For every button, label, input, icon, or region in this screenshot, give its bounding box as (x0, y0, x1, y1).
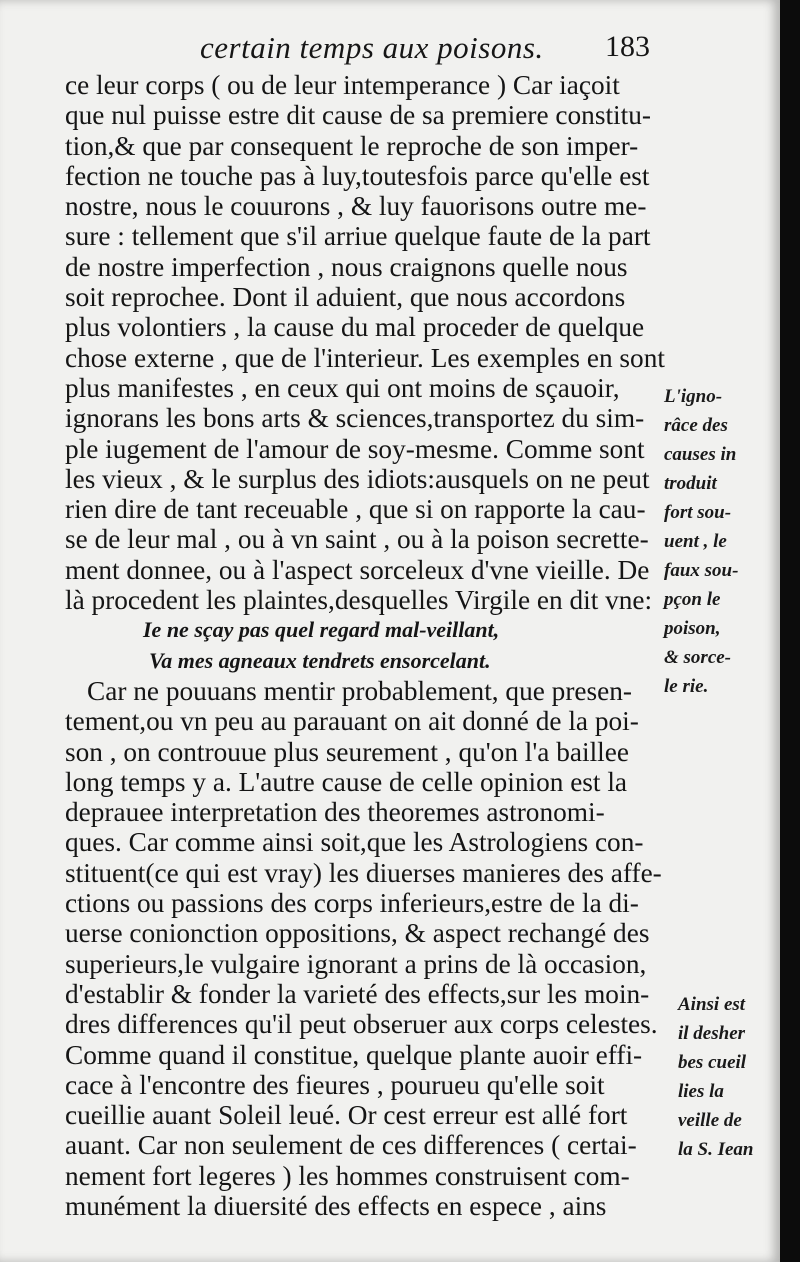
margin-note-line: poison, (664, 618, 721, 639)
text-line: ple iugement de l'amour de soy-mesme. Comme sont (65, 433, 645, 464)
text-line: ment donnee, ou à l'aspect sorceleux d'vne vieille. De (65, 554, 650, 585)
text-line: se de leur mal , ou à vn saint , ou à la poison secrette- (65, 524, 649, 555)
text-line: plus volontiers , la cause du mal proceder de quelque (65, 312, 645, 343)
text-line: que nul puisse estre dit cause de sa premiere constitu- (65, 100, 651, 131)
text-line: nement fort legeres ) les hommes construisent com- (65, 1160, 630, 1191)
margin-note-herbs (678, 990, 754, 1164)
text-line: plus manifestes , en ceux qui ont moins de sçauoir, (65, 372, 620, 403)
page-header (0, 24, 760, 64)
text-line: soit reprochee. Dont il aduient, que nous accordons (65, 282, 626, 313)
page-number: 183 (605, 30, 650, 63)
text-line: rien dire de tant receuable , que si on rapporte la cau- (65, 494, 646, 525)
main-text (65, 70, 665, 1221)
text-line: cace à l'encontre des fieures , pourueu qu'elle soit (65, 1069, 605, 1100)
text-line: son , on controuue plus seurement , qu'on l'a baillee (65, 736, 629, 767)
margin-note-line: L'igno- (664, 386, 723, 407)
text-line: ce leur corps ( ou de leur intemperance ) Car iaçoit (65, 70, 620, 100)
margin-note-line: Ainsi est (678, 994, 746, 1015)
text-line: ques. Car comme ainsi soit,que les Astrologiens con- (65, 827, 644, 858)
text-line: là procedent les plaintes,desquelles Virgile en dit vne: (65, 585, 653, 616)
margin-note-line: veille de (678, 1110, 742, 1131)
text-line: Car ne pouuans mentir probablement, que presen- (87, 675, 633, 706)
text-line: long temps y a. L'autre cause de celle opinion est la (65, 766, 628, 797)
margin-note-line: la S. Iean (678, 1139, 754, 1160)
margin-note-line: pçon le (664, 589, 721, 610)
text-line: tement,ou vn peu au parauant on ait donné de la poi- (65, 706, 639, 737)
margin-note-line: faux sou- (664, 560, 739, 581)
margin-note-line: il desher (678, 1023, 746, 1044)
text-line: ignorans les bons arts & sciences,transportez du sim- (65, 403, 645, 434)
running-title: certain temps aux poisons. (200, 30, 544, 65)
text-line: uerse conionction oppositions, & aspect rechangé des (65, 918, 650, 949)
margin-note-ignorance (664, 382, 738, 701)
text-line: chose externe , que de l'interieur. Les exemples en sont (65, 342, 665, 373)
text-line: Comme quand il constitue, quelque plante auoir effi- (65, 1039, 643, 1070)
text-line: nostre, nous le couurons , & luy fauorisons outre me- (65, 191, 647, 222)
margin-note-line: fort sou- (664, 502, 732, 523)
margin-note-line: râce des (664, 415, 728, 436)
text-line: de nostre imperfection , nous craignons quelle nous (65, 251, 628, 282)
text-line: sure : tellement que s'il arriue quelque faute de la part (65, 221, 651, 252)
margin-note-line: uent , le (664, 531, 727, 552)
text-line: munément la diuersité des effects en espece , ains (65, 1190, 607, 1221)
margin-note-line: lies la (678, 1081, 724, 1102)
text-line: cueillie auant Soleil leué. Or cest erreur est allé fort (65, 1100, 628, 1131)
margin-note-line: & sorce- (664, 647, 732, 668)
verse-line: Va mes agneaux tendrets ensorcelant. (149, 647, 491, 673)
text-line: deprauee interpretation des theoremes astronomi- (65, 797, 605, 828)
margin-note-line: le rie. (664, 676, 709, 697)
text-line: auant. Car non seulement de ces differences ( certai- (65, 1130, 637, 1161)
text-line: les vieux , & le surplus des idiots:ausquels on ne peut (65, 463, 650, 494)
text-line: d'establir & fonder la varieté des effects,sur les moin- (65, 978, 650, 1009)
verse-line: Ie ne sçay pas quel regard mal-veillant, (143, 617, 500, 643)
text-line: superieurs,le vulgaire ignorant a prins de là occasion, (65, 948, 647, 979)
margin-note-line: bes cueil (678, 1052, 747, 1073)
text-line: fection ne touche pas à luy,toutesfois parce qu'elle est (65, 160, 650, 191)
text-line: dres differences qu'il peut obseruer aux corps celestes. (65, 1009, 658, 1040)
text-line: stituent(ce qui est vray) les diuerses manieres des affe- (65, 857, 662, 888)
margin-note-line: troduit (664, 473, 717, 494)
text-line: tion,& que par consequent le reproche de son imper- (65, 130, 639, 161)
text-line: ctions ou passions des corps inferieurs,estre de la di- (65, 888, 639, 919)
margin-note-line: causes in (664, 444, 737, 465)
